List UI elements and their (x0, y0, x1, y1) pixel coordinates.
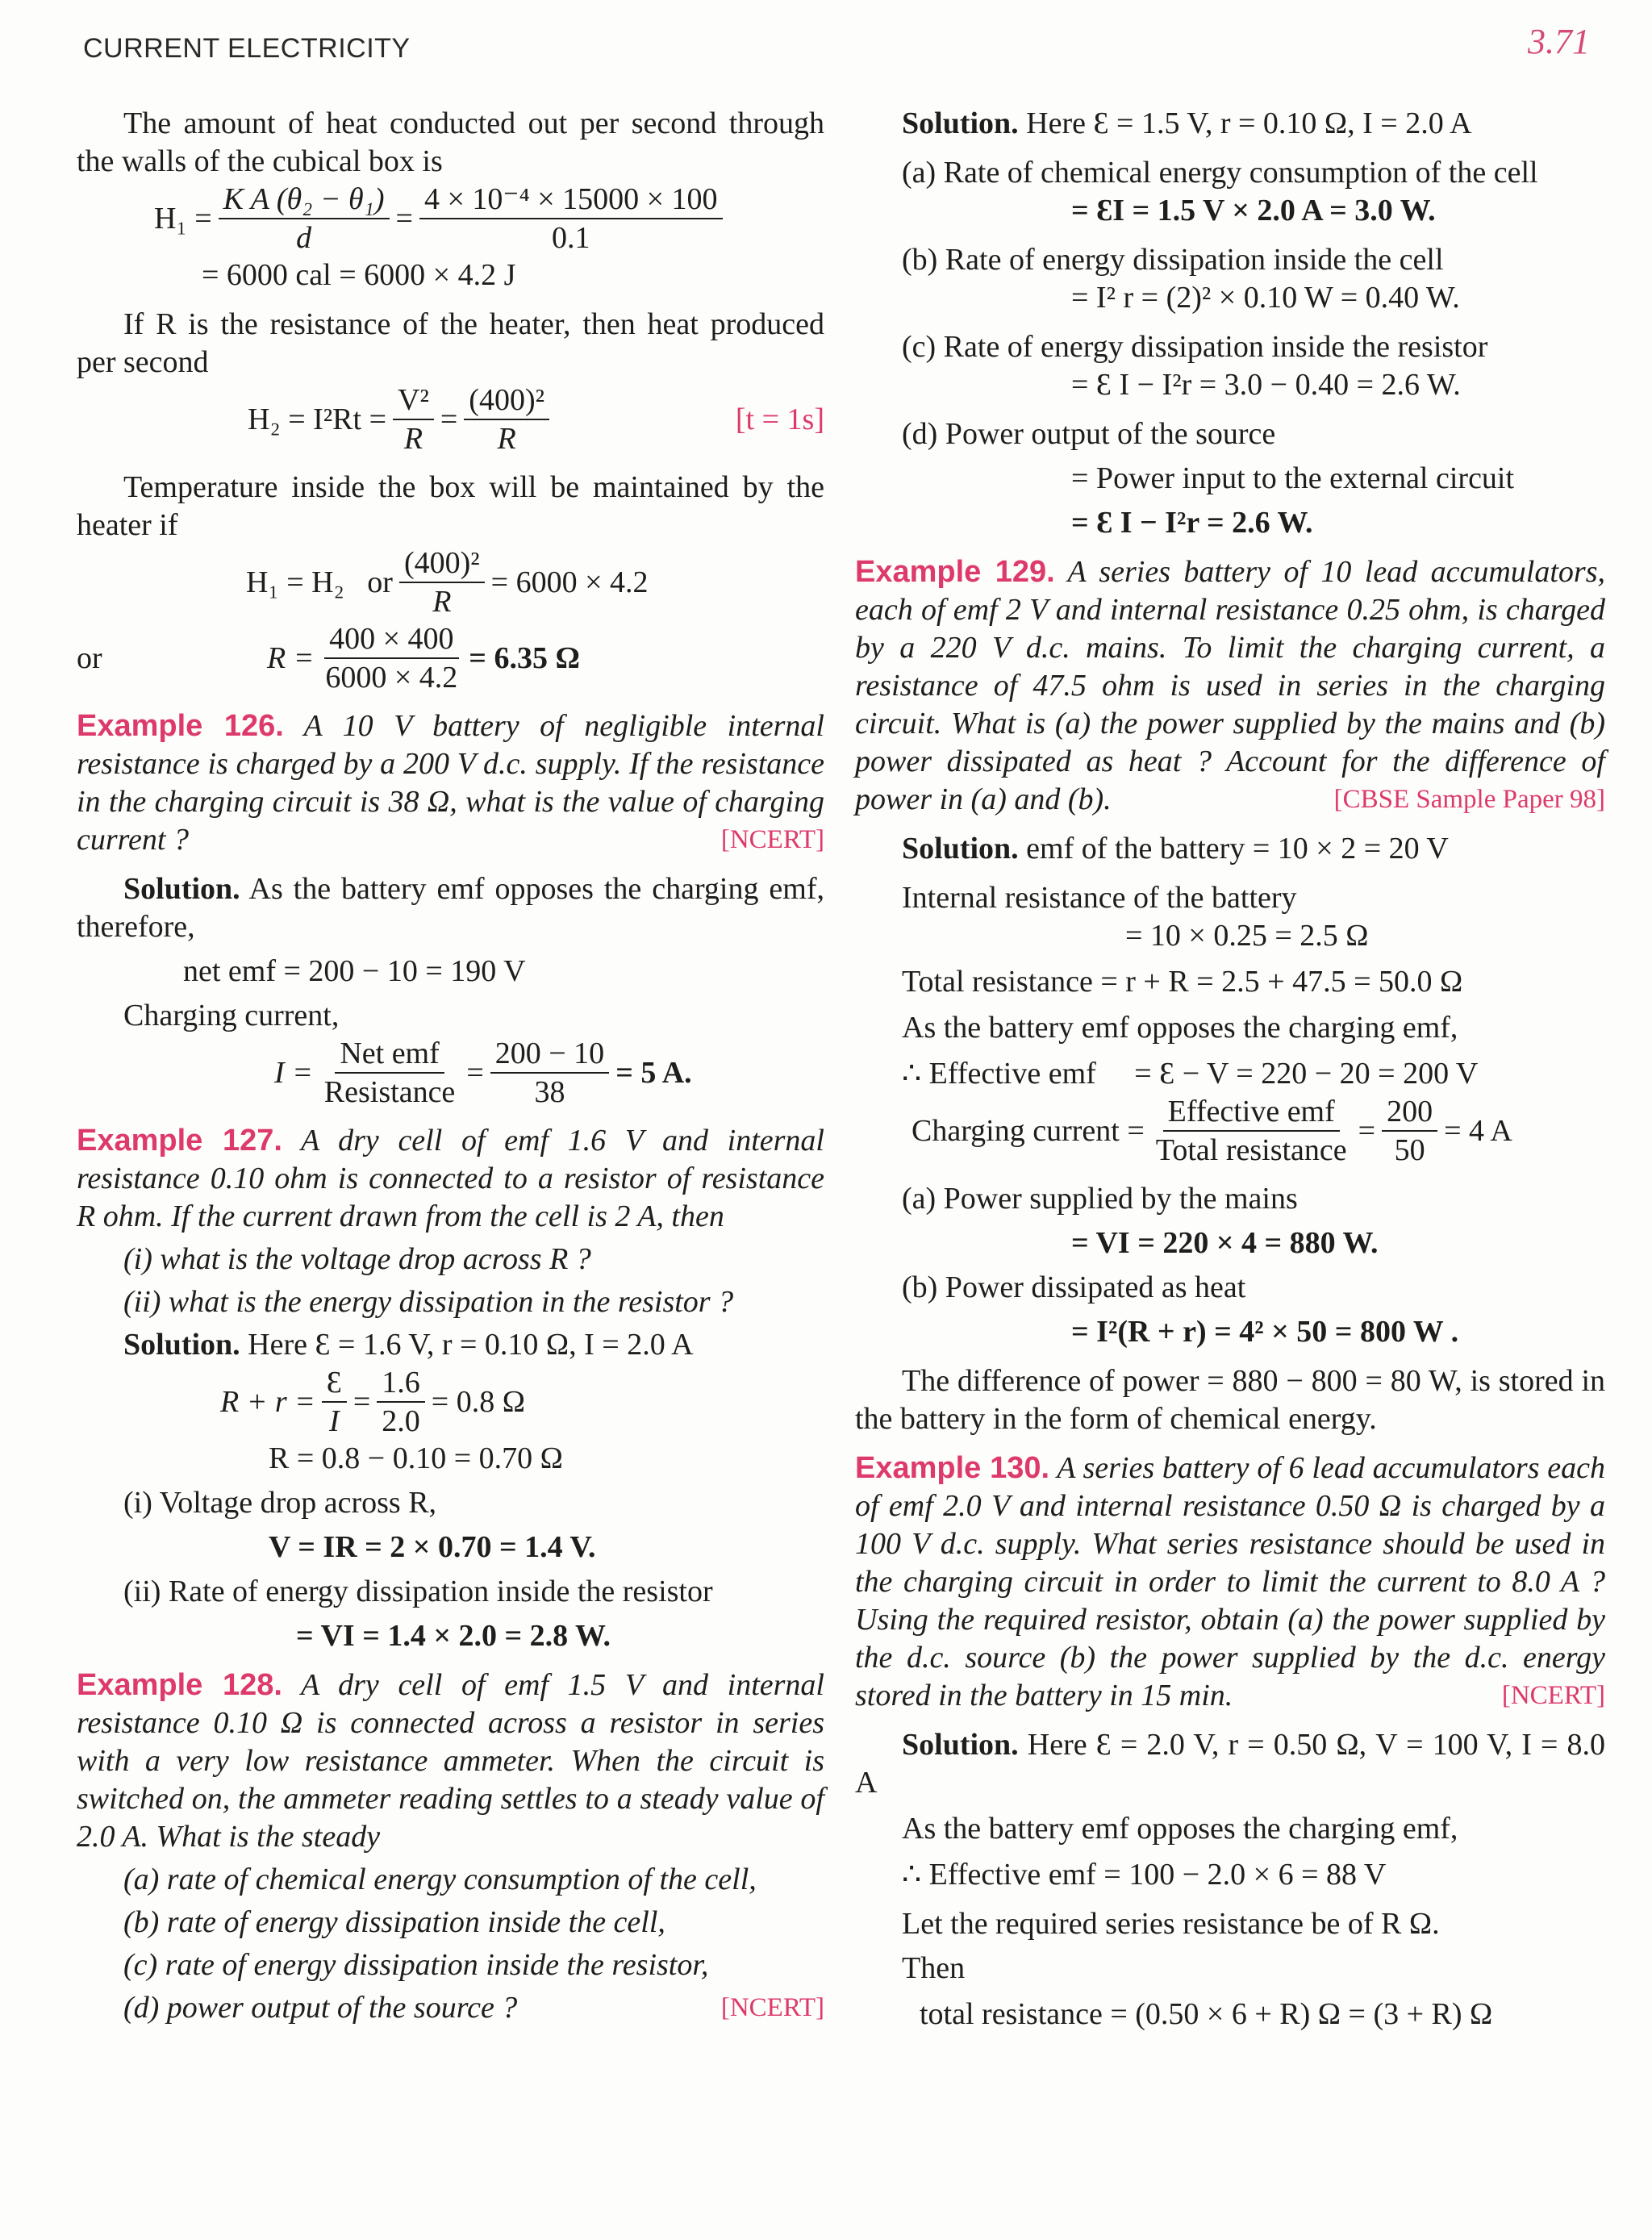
s129-part-a: (a) Power supplied by the mains (902, 1182, 1298, 1216)
source-tag: [CBSE Sample Paper 98] (1333, 785, 1605, 814)
running-header: CURRENT ELECTRICITY (83, 33, 411, 64)
ex128-part-d: (d) power output of the source ? [NCERT] (123, 1989, 824, 2027)
left-column (77, 105, 824, 2027)
s128-part-a: (a) Rate of chemical energy consumption of the cell (902, 156, 1538, 190)
s128-d-line2: = Ɛ I − I²r = 2.6 W. (1071, 506, 1313, 540)
internal-resistance-value: = 10 × 0.25 = 2.5 Ω (1125, 919, 1369, 953)
effective-emf: ∴ Effective emf = Ɛ − V = 220 − 20 = 200 V (902, 1057, 1479, 1091)
ex128-part-c: (c) rate of energy dissipation inside the resistor, (123, 1948, 709, 1982)
s128-b-result: = I² r = (2)² × 0.10 W = 0.40 W. (1071, 281, 1460, 315)
right-column (855, 105, 1605, 2034)
intro-paragraph: The amount of heat conducted out per second through the walls of the cubical box is (77, 106, 824, 178)
equation-note: [t = 1s] (735, 402, 824, 436)
s129-b-result: = I²(R + r) = 4² × 50 = 800 W . (1071, 1315, 1459, 1349)
total-resistance: Total resistance = r + R = 2.5 + 47.5 = 50.0 Ω (902, 965, 1463, 999)
solution-128: Solution. Here Ɛ = 1.5 V, r = 0.10 Ω, I = 2.0 A (902, 106, 1472, 140)
page-number: 3.71 (1528, 22, 1590, 61)
eq-lhs: H₁ = (154, 201, 212, 236)
fraction: $\frac{\text{Net emf}}{\text{Resistance}}$ (323, 1037, 456, 1109)
s128-part-d: (d) Power output of the source (902, 417, 1276, 451)
fraction: $\frac{\text{V²}}{R}$ (393, 382, 434, 457)
s128-a-result: = ƐI = 1.5 V × 2.0 A = 3.0 W. (1071, 194, 1436, 227)
fraction: $\frac{400 \times 400}{6000 \times 4.2}$ (325, 622, 458, 695)
r-value: R = 0.8 − 0.10 = 0.70 Ω (269, 1441, 563, 1475)
h2-equation: H₂ = I²Rt = $\frac{\text{V²}}{R}$ = $\frac{\text{(400)²}}{R}$ [t = 1s] (248, 383, 824, 456)
charging-current-label: Charging current, (123, 999, 340, 1032)
solution-127: Solution. Here Ɛ = 1.6 V, r = 0.10 Ω, I = 2.0 A (123, 1328, 694, 1362)
maintain-paragraph: Temperature inside the box will be maintained by the heater if (77, 470, 824, 542)
net-emf: net emf = 200 − 10 = 190 V (183, 954, 526, 988)
ex127-part-ii: (ii) what is the energy dissipation in the resistor ? (123, 1285, 734, 1319)
example-label: Example 128. (77, 1668, 282, 1702)
h1-result: = 6000 cal = 6000 × 4.2 J (202, 258, 516, 292)
rr-equation: R + r = $\frac{Ɛ}{I}$ = $\frac{1.6}{2.0}$ = 0.8 Ω (220, 1366, 525, 1438)
s128-d-line1: = Power input to the external circuit (1071, 461, 1515, 495)
example-129: Example 129. A series battery of 10 lead accumulators, each of emf 2 V and internal resistance 0.25 ohm, is charged by a 220 V d.c. mains. To limit the charging current, a resistance of 47.5 ohm is used in series in the charging circuit. What is (a) the power supplied by the mains and (b) power dissipated as heat ? Account for the difference of power in (a) and (b). [CBSE Sample Paper 98] (855, 553, 1605, 819)
example-label: Example 129. (855, 555, 1055, 589)
s128-part-b: (b) Rate of energy dissipation inside the cell (902, 243, 1444, 277)
current-equation: I = $\frac{\text{Net emf}}{\text{Resistance}}$ = $\frac{200 - 10}{38}$ = 5 A. (274, 1037, 692, 1109)
internal-resistance-label: Internal resistance of the battery (902, 881, 1297, 915)
charging-current-equation: Charging current = $\frac{\text{Effective emf}}{\text{Total resistance}}$ = $\frac{200}{50}$ = 4 A (912, 1095, 1512, 1167)
source-tag: [NCERT] (720, 825, 824, 854)
fraction: $\frac{200}{50}$ (1382, 1093, 1437, 1169)
example-130: Example 130. A series battery of 6 lead accumulators each of emf 2.0 V and internal resistance 0.50 Ω is charged by a 100 V d.c. supply. What series resistance should be used in the charging circuit in order to limit the current to 8.0 A ? Using the required resistor, obtain (a) the power supplied by the d.c. source (b) the power supplied by the d.c. energy stored in the battery in 15 min. [NCERT] (855, 1450, 1605, 1715)
ex128-part-a: (a) rate of chemical energy consumption of the cell, (123, 1862, 757, 1896)
example-label: Example 127. (77, 1124, 282, 1158)
s127-part-ii: (ii) Rate of energy dissipation inside the resistor (123, 1575, 713, 1608)
opposes-emf-130: As the battery emf opposes the charging emf, (902, 1812, 1458, 1846)
source-tag: [NCERT] (720, 1993, 824, 2022)
power-difference: The difference of power = 880 − 800 = 80 W, is stored in the battery in the form of chemical energy. (855, 1364, 1605, 1436)
fraction: $\frac{\text{Effective emf}}{\text{Total resistance}}$ (1155, 1095, 1347, 1167)
s128-c-result: = Ɛ I − I²r = 3.0 − 0.40 = 2.6 W. (1071, 368, 1461, 402)
balance-equation: H₁ = H₂ or $\frac{\text{(400)²}}{R}$ = 6000 × 4.2 (246, 546, 649, 619)
solution-126: Solution. As the battery emf opposes the charging emf, therefore, (77, 872, 825, 944)
total-resistance-130: total resistance = (0.50 × 6 + R) Ω = (3 + R) Ω (920, 1997, 1493, 2031)
s127-part-i: (i) Voltage drop across R, (123, 1486, 437, 1520)
fraction: $\frac{\text{(400)²}}{R}$ (399, 544, 485, 620)
r-equation: or R = $\frac{400 \times 400}{6000 \times 4.2}$ = 6.35 Ω (77, 622, 580, 695)
example-127: Example 127. A dry cell of emf 1.6 V and internal resistance 0.10 ohm is connected to a resistor of resistance R ohm. If the current drawn from the cell is 2 A, then (77, 1124, 824, 1233)
ex128-part-b: (b) rate of energy dissipation inside the cell, (123, 1905, 665, 1939)
example-label: Example 130. (855, 1451, 1050, 1485)
fraction: $\frac{200 - 10}{38}$ (490, 1035, 609, 1111)
power-result: = VI = 1.4 × 2.0 = 2.8 W. (296, 1619, 611, 1653)
opposes-emf: As the battery emf opposes the charging emf, (902, 1011, 1458, 1045)
s128-part-c: (c) Rate of energy dissipation inside the resistor (902, 330, 1488, 364)
s129-a-result: = VI = 220 × 4 = 880 W. (1071, 1226, 1379, 1260)
example-126: Example 126. A 10 V battery of negligible internal resistance is charged by a 200 V d.c. supply. If the resistance in the charging circuit is 38 Ω, what is the value of charging current ? [NCERT] (77, 707, 824, 859)
example-label: Example 126. (77, 709, 284, 743)
let-resistance: Let the required series resistance be of R Ω. (902, 1907, 1440, 1941)
fraction: $\frac{1.6}{2.0}$ (377, 1364, 425, 1440)
s129-part-b: (b) Power dissipated as heat (902, 1270, 1246, 1304)
ex127-part-i: (i) what is the voltage drop across R ? (123, 1242, 591, 1276)
source-tag: [NCERT] (1501, 1681, 1605, 1710)
fraction: $\frac{\text{K A (θ₂ − θ₁)}}{d}$ (219, 181, 390, 257)
fraction: $\frac{\text{(400)²}}{R}$ (464, 382, 549, 457)
effective-emf-130: ∴ Effective emf = 100 − 2.0 × 6 = 88 V (902, 1858, 1387, 1892)
fraction: $\frac{\text{4 × 10⁻⁴ × 15000 × 100}}{0.1}$ (419, 181, 723, 257)
heater-paragraph: If R is the resistance of the heater, then heat produced per second (77, 307, 824, 379)
solution-130: Solution. Here Ɛ = 2.0 V, r = 0.50 Ω, V = 100 V, I = 8.0 A (855, 1728, 1606, 1800)
voltage-drop: V = IR = 2 × 0.70 = 1.4 V. (269, 1530, 596, 1564)
then-label: Then (902, 1951, 966, 1985)
solution-129: Solution. emf of the battery = 10 × 2 = 20 V (902, 832, 1449, 866)
fraction: $\frac{Ɛ}{I}$ (322, 1364, 347, 1440)
example-128: Example 128. A dry cell of emf 1.5 V and internal resistance 0.10 Ω is connected across a resistor in series with a very low resistance ammeter. When the circuit is switched on, the ammeter reading settles to a steady value of 2.0 A. What is the steady (77, 1668, 824, 1854)
h1-equation: H₁ = $\frac{\text{K A (θ₂ − θ₁)}}{d}$ = $\frac{\text{4 × 10⁻⁴ × 15000 × 100}}{0.1}$ (154, 181, 824, 257)
